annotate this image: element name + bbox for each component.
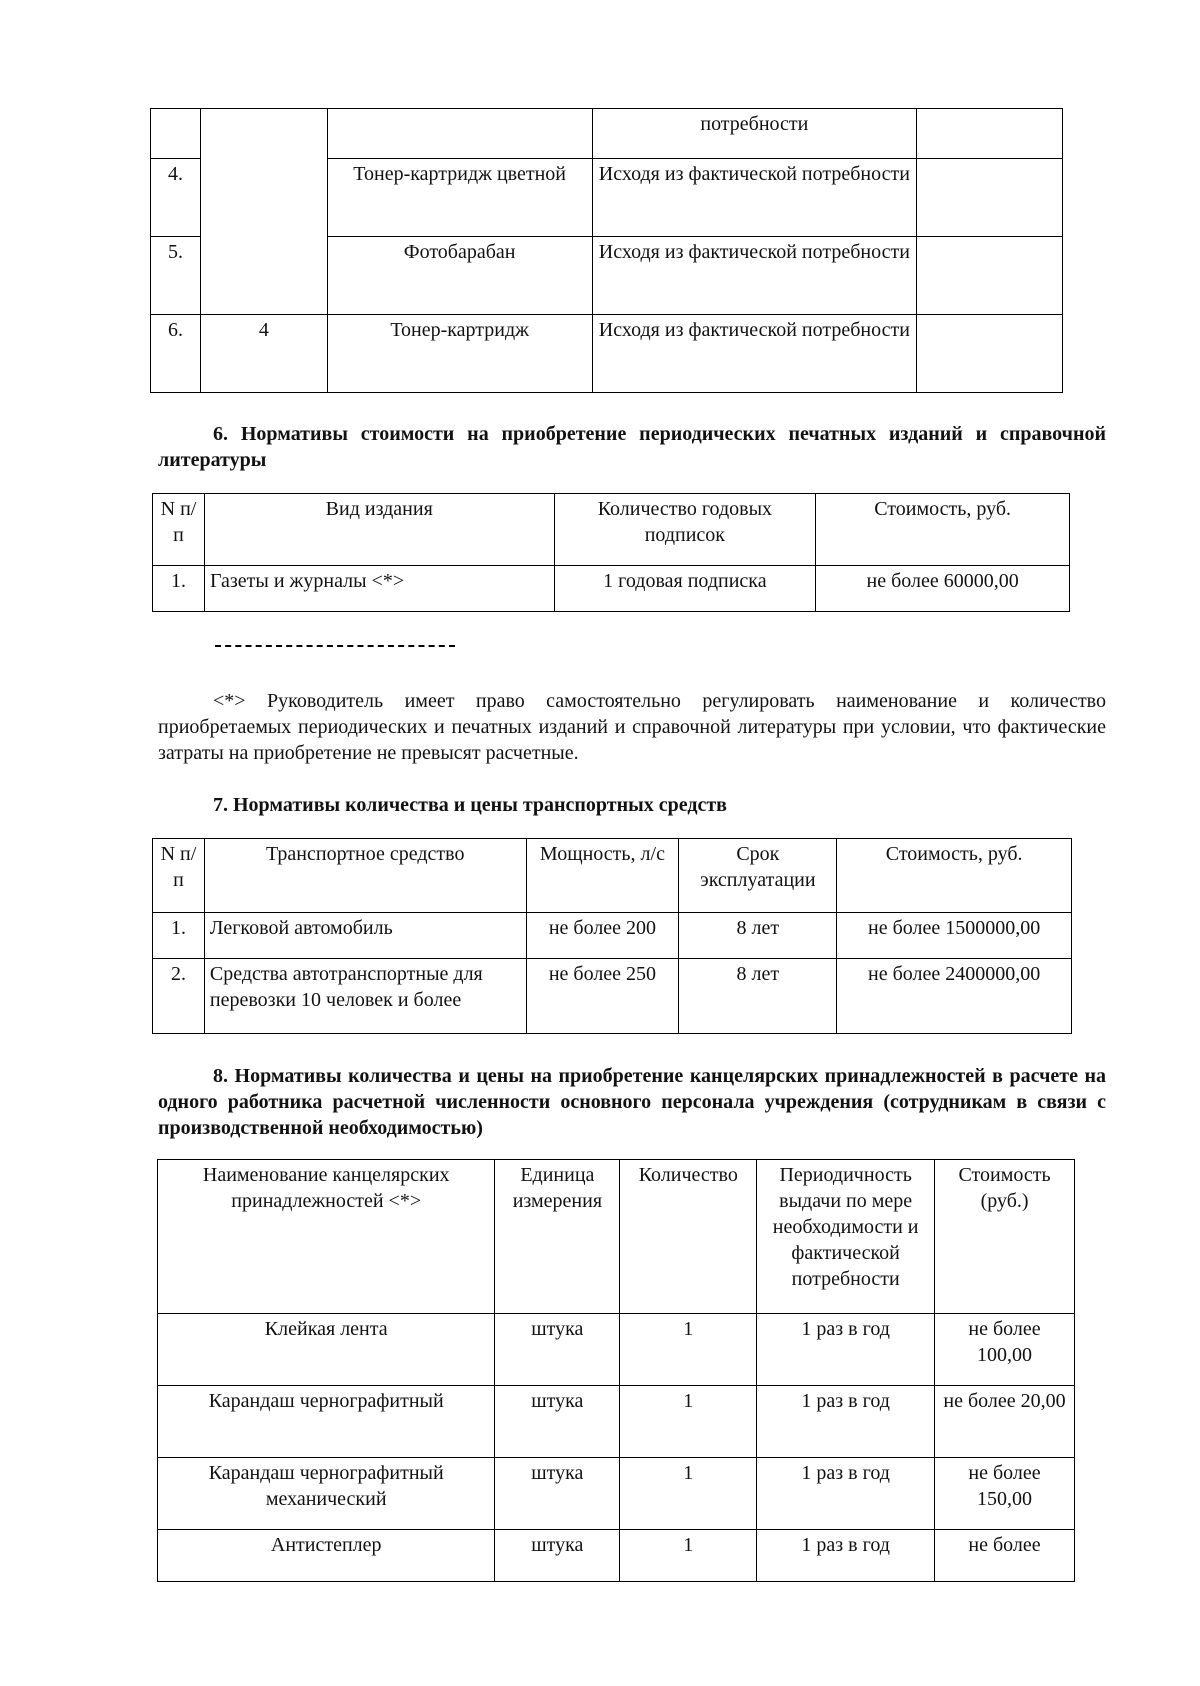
header-power: Мощность, л/с — [526, 839, 679, 913]
cell-cost: не более 1500000,00 — [837, 913, 1072, 959]
cell-name: Клейкая лента — [158, 1314, 495, 1386]
cell-unit: штука — [495, 1530, 620, 1582]
table-row — [153, 959, 1072, 1034]
cell-qty: 1 — [620, 1314, 757, 1386]
cell-num: 5. — [151, 237, 201, 315]
table-row — [151, 315, 1063, 393]
cell-cost: не более 2400000,00 — [837, 959, 1072, 1034]
cell-term: 8 лет — [679, 959, 837, 1034]
cell-qty: 1 — [620, 1530, 757, 1582]
header-vehicle: Транспортное средство — [204, 839, 526, 913]
cell-power: не более 200 — [526, 913, 679, 959]
cell-unit: штука — [495, 1314, 620, 1386]
table-row — [158, 1458, 1075, 1530]
cell-period: 1 раз в год — [757, 1386, 935, 1458]
cell-name: Тонер-картридж — [327, 315, 592, 393]
cell-group — [200, 109, 327, 315]
cell-norm: Исходя из фактической потребности — [592, 315, 917, 393]
header-num: N п/п — [153, 494, 205, 566]
vehicles-table — [152, 838, 1072, 1034]
cell-num: 4. — [151, 159, 201, 237]
cell-name: Тонер-картридж цветной — [327, 159, 592, 237]
table-row — [153, 566, 1070, 612]
header-qty: Количество — [620, 1160, 757, 1314]
header-cost: Стоимость, руб. — [816, 494, 1070, 566]
cell-name: Карандаш чернографитный — [158, 1386, 495, 1458]
header-term: Срок эксплуатации — [679, 839, 837, 913]
table-header-row — [153, 494, 1070, 566]
cell-cost: не более 100,00 — [935, 1314, 1075, 1386]
cell-period: 1 раз в год — [757, 1530, 935, 1582]
table-header-row — [158, 1160, 1075, 1314]
header-num: N п/п — [153, 839, 205, 913]
cell-name — [327, 109, 592, 159]
header-unit: Единица измерения — [495, 1160, 620, 1314]
section-7-title: 7. Нормативы количества и цены транспортных средств — [213, 794, 727, 816]
cell-cost: не более 20,00 — [935, 1386, 1075, 1458]
cell-num: 2. — [153, 959, 205, 1034]
header-type: Вид издания — [204, 494, 554, 566]
table-row — [151, 109, 1063, 159]
table-header-row — [153, 839, 1072, 913]
cell-name: Карандаш чернографитный механический — [158, 1458, 495, 1530]
header-cost: Стоимость, руб. — [837, 839, 1072, 913]
cell-norm: Исходя из фактической потребности — [592, 237, 917, 315]
header-name: Наименование канцелярских принадлежностей <*> — [158, 1160, 495, 1314]
cell-empty — [917, 315, 1063, 393]
cell-cost: не более 60000,00 — [816, 566, 1070, 612]
cell-cost: не более — [935, 1530, 1075, 1582]
section-8-title: 8. Нормативы количества и цены на приобретение канцелярских принадлежностей в расчете на одного работника расчетной численности основного персонала учреждения (сотрудникам в связи с производственной необходимостью) — [158, 1065, 1106, 1139]
cell-period: 1 раз в год — [757, 1314, 935, 1386]
periodicals-table — [152, 493, 1070, 612]
cell-name: Фотобарабан — [327, 237, 592, 315]
table-row — [158, 1530, 1075, 1582]
table-row — [153, 913, 1072, 959]
footnote-separator — [215, 645, 455, 647]
cell-type: Газеты и журналы <*> — [204, 566, 554, 612]
cell-empty — [917, 237, 1063, 315]
cell-empty — [917, 109, 1063, 159]
cell-name: Антистеплер — [158, 1530, 495, 1582]
cell-unit: штука — [495, 1386, 620, 1458]
cell-qty: 1 — [620, 1458, 757, 1530]
cell-qty: 1 — [620, 1386, 757, 1458]
cell-empty — [917, 159, 1063, 237]
section-6-title: 6. Нормативы стоимости на приобретение периодических печатных изданий и справочной литературы — [158, 423, 1106, 471]
cell-norm: Исходя из фактической потребности — [592, 159, 917, 237]
cell-unit: штука — [495, 1458, 620, 1530]
header-period: Периодичность выдачи по мере необходимости и фактической потребности — [757, 1160, 935, 1314]
cell-qty: 1 годовая подписка — [554, 566, 816, 612]
cell-num: 1. — [153, 913, 205, 959]
cartridge-table — [150, 108, 1063, 393]
table-row — [158, 1314, 1075, 1386]
cell-period: 1 раз в год — [757, 1458, 935, 1530]
cell-group: 4 — [200, 315, 327, 393]
table-row — [158, 1386, 1075, 1458]
header-cost: Стоимость (руб.) — [935, 1160, 1075, 1314]
cell-term: 8 лет — [679, 913, 837, 959]
cell-cost: не более 150,00 — [935, 1458, 1075, 1530]
cell-vehicle: Средства автотранспортные для перевозки 10 человек и более — [204, 959, 526, 1034]
cell-num: 6. — [151, 315, 201, 393]
cell-num: 1. — [153, 566, 205, 612]
stationery-table — [157, 1159, 1075, 1582]
footnote: <*> Руководитель имеет право самостоятельно регулировать наименование и количество приобретаемых периодических и печатных изданий и справочной литературы при условии, что фактические затраты на приобретение не превысят расчетные. — [158, 690, 1106, 764]
cell-num — [151, 109, 201, 159]
cell-norm: потребности — [592, 109, 917, 159]
header-qty: Количество годовых подписок — [554, 494, 816, 566]
cell-power: не более 250 — [526, 959, 679, 1034]
cell-vehicle: Легковой автомобиль — [204, 913, 526, 959]
